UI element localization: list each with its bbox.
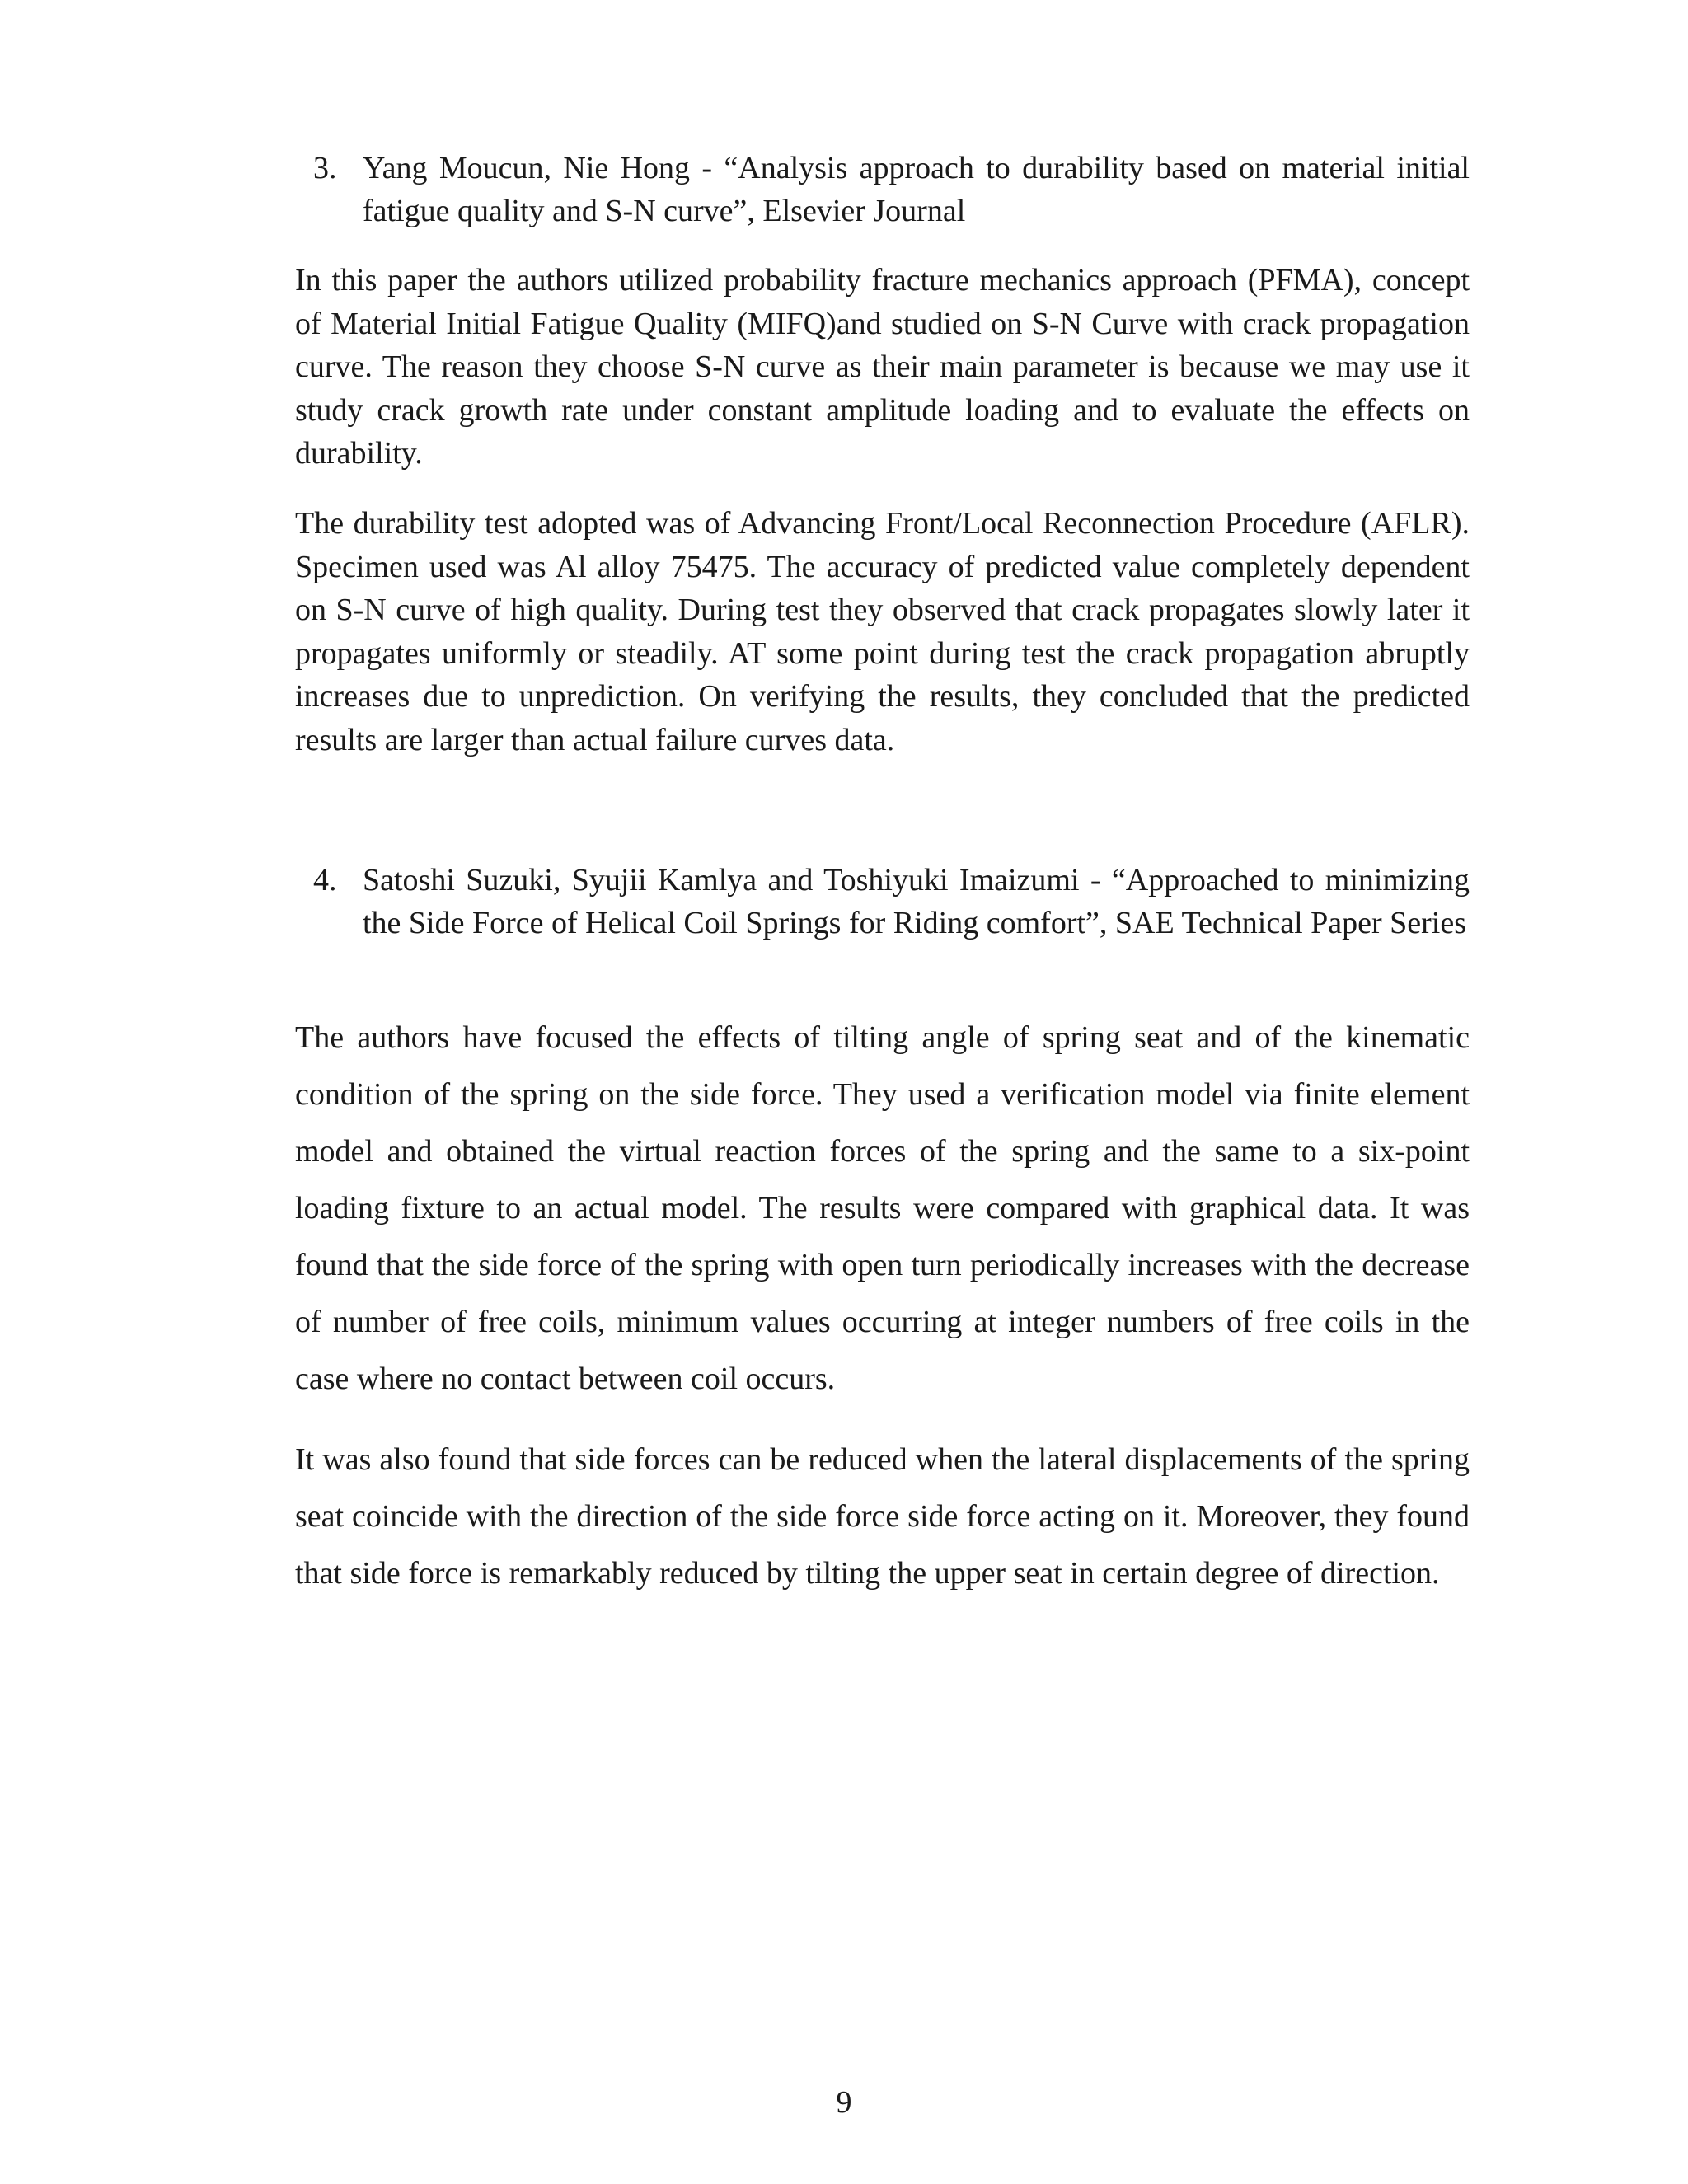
body-paragraph: The durability test adopted was of Advancing Front/Local Reconnection Procedure (AFLR). Specimen used was Al alloy 75475. The accuracy of predicted value completely dependent on S-N curve of high quality. During test they observed that crack propagates slowly later it propagates uniformly or steadily. AT some point during test the crack propagation abruptly increases due to unprediction. On verifying the results, they concluded that the predicted results are larger than actual failure curves data.	[295, 506, 1470, 757]
body-paragraph: In this paper the authors utilized probability fracture mechanics approach (PFMA), concept of Material Initial Fatigue Quality (MIFQ)and studied on S-N Curve with crack propagation curve. The reason they choose S-N curve as their main parameter is because we may use it study crack growth rate under constant amplitude loading and to evaluate the effects on durability.	[295, 263, 1470, 471]
page-number: 9	[836, 2085, 852, 2120]
reference-number: 4.	[313, 863, 337, 898]
body-paragraph: The authors have focused the effects of tilting angle of spring seat and of the kinematic condition of the spring on the side force. They used a verification model via finite element model and obtained the virtual reaction forces of the spring and the same to a six-point loading fixture to an actual model. The results were compared with graphical data. It was found that the side force of the spring with open turn periodically increases with the decrease of number of free coils, minimum values occurring at integer numbers of free coils in the case where no contact between coil occurs.	[295, 1020, 1470, 1396]
reference-citation: Yang Moucun, Nie Hong - “Analysis approach to durability based on material initial fatigue quality and S-N curve”, Elsevier Journal	[363, 151, 1470, 228]
reference-citation: Satoshi Suzuki, Syujii Kamlya and Toshiyuki Imaizumi - “Approached to minimizing the Side Force of Helical Coil Springs for Riding comfort”, SAE Technical Paper Series	[363, 863, 1470, 940]
reference-number: 3.	[313, 151, 337, 185]
reference-item-4	[295, 859, 1470, 944]
body-paragraph: It was also found that side forces can be reduced when the lateral displacements of the spring seat coincide with the direction of the side force side force acting on it. Moreover, they found that side force is remarkably reduced by tilting the upper seat in certain degree of direction.	[295, 1442, 1470, 1591]
reference-item-3	[295, 147, 1470, 232]
